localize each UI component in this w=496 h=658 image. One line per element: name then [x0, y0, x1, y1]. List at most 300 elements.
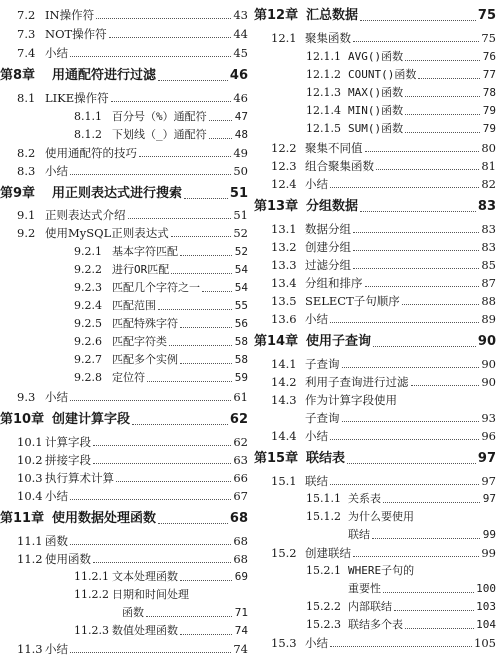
toc-entry-page: 96 — [481, 429, 496, 443]
toc-entry-page: 88 — [481, 294, 496, 308]
toc-entry-page: 74 — [234, 624, 248, 637]
toc-chapter-entry[interactable] — [254, 6, 496, 26]
toc-entry[interactable] — [0, 604, 248, 622]
toc-entry-title: 匹配范围 — [112, 299, 156, 312]
toc-entry-number: 10.3 — [17, 471, 43, 485]
toc-entry[interactable] — [0, 261, 248, 279]
toc-entry[interactable] — [0, 451, 248, 469]
toc-entry-number: 15.2.1 — [306, 564, 341, 577]
toc-entry-title: 作为计算字段使用 — [305, 393, 397, 407]
toc-entry[interactable] — [0, 622, 248, 640]
toc-entry-number: 12.1.4 — [306, 104, 341, 117]
toc-entry[interactable] — [0, 315, 248, 333]
toc-entry-number: 12.1.2 — [306, 68, 341, 81]
toc-entry-number: 11.1 — [17, 534, 43, 548]
toc-entry[interactable] — [0, 532, 248, 550]
toc-entry-page: 80 — [481, 141, 496, 155]
toc-entry-number: 11.2.2 — [74, 588, 109, 601]
toc-entry[interactable] — [254, 598, 496, 616]
toc-entry-page: 46 — [233, 91, 248, 105]
dot-leader — [360, 210, 476, 212]
toc-entry[interactable] — [254, 102, 496, 120]
toc-entry[interactable] — [254, 634, 496, 652]
toc-entry[interactable] — [254, 274, 496, 292]
toc-entry-number: 13.5 — [271, 294, 297, 308]
toc-entry-title: 联结 — [348, 528, 370, 541]
toc-entry-number: 9.2.7 — [74, 353, 102, 366]
toc-entry-page: 45 — [233, 46, 248, 60]
toc-entry[interactable] — [0, 126, 248, 144]
toc-entry-number: 9.2.5 — [74, 317, 102, 330]
toc-entry-page: 93 — [481, 411, 496, 425]
toc-entry-page: 55 — [234, 299, 248, 312]
toc-entry-page: 44 — [233, 27, 248, 41]
toc-entry[interactable] — [254, 472, 496, 490]
toc-entry-number: 14.2 — [271, 375, 297, 389]
toc-entry[interactable] — [0, 550, 248, 568]
toc-entry-number: 第10章 — [0, 412, 45, 427]
dot-leader — [70, 173, 231, 175]
toc-entry-page: 79 — [482, 122, 496, 135]
toc-entry-page: 51 — [229, 186, 248, 201]
toc-entry-page: 100 — [476, 582, 496, 595]
toc-entry-number: 13.4 — [271, 276, 297, 290]
dot-leader — [180, 633, 232, 635]
dot-leader — [405, 627, 474, 629]
toc-entry-title: 匹配几个字符之一 — [112, 281, 200, 294]
dot-leader — [383, 591, 474, 593]
toc-entry[interactable] — [0, 297, 248, 315]
toc-entry-number: 13.3 — [271, 258, 297, 272]
toc-entry-title: 使用数据处理函数 — [52, 511, 157, 526]
toc-entry-number: 15.2.2 — [306, 600, 341, 613]
toc-entry-title: 计算字段 — [45, 435, 91, 449]
dot-leader — [128, 217, 232, 219]
toc-entry-page: 46 — [229, 68, 248, 83]
toc-entry-title: 聚集不同值 — [305, 141, 363, 155]
toc-entry[interactable] — [0, 279, 248, 297]
toc-entry-page: 50 — [233, 164, 248, 178]
toc-entry-title: 数据分组 — [305, 222, 351, 236]
dot-leader — [209, 119, 232, 121]
toc-entry[interactable] — [254, 48, 496, 66]
toc-entry-page: 49 — [233, 146, 248, 160]
toc-entry-page: 81 — [481, 159, 496, 173]
toc-entry[interactable] — [254, 310, 496, 328]
toc-entry-page: 105 — [474, 636, 496, 650]
toc-entry-title: 分组和排序 — [305, 276, 363, 290]
toc-entry-title: SELECT子句顺序 — [305, 294, 400, 308]
toc-entry-number: 9.2.1 — [74, 245, 102, 258]
toc-entry[interactable] — [254, 120, 496, 138]
toc-entry-number: 8.3 — [17, 164, 36, 178]
dot-leader — [70, 543, 231, 545]
toc-entry-title: 函数 — [45, 534, 68, 548]
dot-leader — [330, 483, 479, 485]
toc-entry-page: 90 — [481, 375, 496, 389]
dot-leader — [139, 155, 231, 157]
toc-entry[interactable] — [254, 490, 496, 508]
dot-leader — [330, 186, 479, 188]
dot-leader — [342, 420, 480, 422]
dot-leader — [180, 362, 232, 364]
toc-entry[interactable] — [254, 544, 496, 562]
toc-entry-number: 10.4 — [17, 489, 43, 503]
toc-entry-number: 第8章 — [0, 68, 36, 83]
toc-entry-number: 第13章 — [254, 199, 299, 214]
toc-chapter-entry[interactable] — [254, 449, 496, 469]
toc-entry[interactable] — [254, 373, 496, 391]
toc-entry-number: 9.2 — [17, 226, 36, 240]
toc-entry-page: 97 — [482, 492, 496, 505]
toc-entry-page: 68 — [233, 534, 248, 548]
toc-entry-number: 15.2.3 — [306, 618, 341, 631]
toc-entry[interactable] — [0, 206, 248, 224]
toc-entry[interactable] — [254, 562, 496, 580]
toc-entry-number: 10.2 — [17, 453, 43, 467]
toc-entry-number: 11.2.1 — [74, 570, 109, 583]
toc-chapter-entry[interactable] — [0, 509, 248, 529]
toc-entry-number: 15.2 — [271, 546, 297, 560]
dot-leader — [70, 498, 231, 500]
toc-entry[interactable] — [254, 580, 496, 598]
toc-entry[interactable] — [254, 175, 496, 193]
toc-entry-title: 创建联结 — [305, 546, 351, 560]
toc-entry-number: 8.1 — [17, 91, 36, 105]
toc-chapter-entry[interactable] — [0, 184, 248, 204]
dot-leader — [365, 150, 480, 152]
toc-entry-page: 59 — [234, 371, 248, 384]
dot-leader — [383, 501, 480, 503]
toc-entry[interactable] — [0, 144, 248, 162]
dot-leader — [93, 444, 231, 446]
toc-entry-page: 79 — [482, 104, 496, 117]
toc-entry-page: 56 — [234, 317, 248, 330]
toc-entry-page: 69 — [234, 570, 248, 583]
toc-entry-page: 103 — [476, 600, 496, 613]
toc-chapter-entry[interactable] — [0, 66, 248, 86]
toc-entry-number: 15.1.1 — [306, 492, 341, 505]
dot-leader — [372, 537, 480, 539]
toc-entry[interactable] — [0, 44, 248, 62]
toc-entry-number: 第9章 — [0, 186, 36, 201]
dot-leader — [158, 522, 228, 524]
toc-entry-title: AVG()函数 — [348, 50, 404, 63]
toc-entry[interactable] — [0, 89, 248, 107]
dot-leader — [376, 168, 479, 170]
toc-entry-number: 11.3 — [17, 642, 43, 656]
toc-entry-title: SUM()函数 — [348, 122, 404, 135]
toc-entry-number: 13.2 — [271, 240, 297, 254]
toc-entry-number: 15.3 — [271, 636, 297, 650]
dot-leader — [158, 308, 232, 310]
toc-entry-title: LIKE操作符 — [45, 91, 109, 105]
toc-entry[interactable] — [0, 640, 248, 658]
toc-entry-page: 75 — [481, 31, 496, 45]
toc-entry-title: COUNT()函数 — [348, 68, 417, 81]
toc-entry-page: 90 — [481, 357, 496, 371]
toc-entry-number: 13.6 — [271, 312, 297, 326]
toc-entry-number: 14.3 — [271, 393, 297, 407]
dot-leader — [405, 113, 480, 115]
dot-leader — [373, 345, 476, 347]
toc-entry[interactable] — [0, 25, 248, 43]
toc-entry-title: 匹配特殊字符 — [112, 317, 178, 330]
dot-leader — [132, 423, 228, 425]
dot-leader — [209, 137, 232, 139]
toc-entry-title: 子查询 — [305, 411, 340, 425]
dot-leader — [147, 380, 232, 382]
dot-leader — [109, 36, 232, 38]
toc-entry-number: 9.2.4 — [74, 299, 102, 312]
toc-entry[interactable] — [254, 238, 496, 256]
toc-entry-page: 47 — [234, 110, 248, 123]
toc-chapter-entry[interactable] — [254, 332, 496, 352]
toc-entry-title: 创建分组 — [305, 240, 351, 254]
dot-leader — [353, 267, 479, 269]
dot-leader — [184, 197, 228, 199]
toc-entry-page: 48 — [234, 128, 248, 141]
toc-entry-number: 8.1.1 — [74, 110, 102, 123]
toc-chapter-entry[interactable] — [0, 410, 248, 430]
toc-entry-title: 数值处理函数 — [112, 624, 178, 637]
toc-entry[interactable] — [0, 469, 248, 487]
toc-entry-title: WHERE子句的 — [348, 564, 415, 577]
dot-leader — [111, 100, 232, 102]
toc-entry[interactable] — [0, 224, 248, 242]
toc-entry-title: 百分号（%）通配符 — [112, 110, 207, 123]
toc-entry-title: MAX()函数 — [348, 86, 404, 99]
toc-entry-title: 内部联结 — [348, 600, 392, 613]
toc-entry-title: 正则表达式介绍 — [45, 208, 126, 222]
toc-entry-page: 75 — [477, 8, 496, 23]
toc-entry-page: 68 — [233, 552, 248, 566]
toc-entry[interactable] — [0, 388, 248, 406]
dot-leader — [342, 366, 480, 368]
toc-entry-title: 子查询 — [305, 357, 340, 371]
toc-entry-page: 51 — [233, 208, 248, 222]
toc-entry[interactable] — [254, 84, 496, 102]
toc-entry[interactable] — [0, 369, 248, 387]
toc-entry-number: 9.1 — [17, 208, 36, 222]
toc-entry-number: 第15章 — [254, 451, 299, 466]
toc-entry-title: 下划线（_）通配符 — [112, 128, 207, 141]
toc-entry[interactable] — [254, 139, 496, 157]
toc-entry-title: 使用MySQL正则表达式 — [45, 226, 169, 240]
toc-entry-number: 10.1 — [17, 435, 43, 449]
toc-entry-title: IN操作符 — [45, 8, 95, 22]
toc-entry-number: 14.4 — [271, 429, 297, 443]
toc-entry-page: 77 — [482, 68, 496, 81]
dot-leader — [202, 290, 232, 292]
toc-entry-page: 58 — [234, 353, 248, 366]
toc-entry-page: 87 — [481, 276, 496, 290]
dot-leader — [171, 235, 232, 237]
toc-entry-title: 执行算术计算 — [45, 471, 114, 485]
toc-entry-title: 匹配多个实例 — [112, 353, 178, 366]
toc-entry-title: 小结 — [305, 636, 328, 650]
toc-entry-number: 12.1.3 — [306, 86, 341, 99]
toc-entry-title: 联结多个表 — [348, 618, 403, 631]
dot-leader — [353, 249, 479, 251]
dot-leader — [171, 272, 232, 274]
toc-entry-page: 62 — [229, 412, 248, 427]
dot-leader — [394, 609, 474, 611]
toc-entry-number: 11.2 — [17, 552, 43, 566]
dot-leader — [365, 285, 480, 287]
toc-entry-page: 89 — [481, 312, 496, 326]
toc-entry-title: 用正则表达式进行搜索 — [52, 186, 183, 201]
toc-entry[interactable] — [254, 292, 496, 310]
toc-entry-title: 使用子查询 — [306, 334, 372, 349]
toc-entry-number: 13.1 — [271, 222, 297, 236]
toc-entry-page: 43 — [233, 8, 248, 22]
toc-entry-number: 9.2.8 — [74, 371, 102, 384]
toc-entry[interactable] — [0, 108, 248, 126]
toc-entry-title: 拼接字段 — [45, 453, 91, 467]
toc-entry-title: 组合聚集函数 — [305, 159, 374, 173]
dot-leader — [360, 19, 476, 21]
toc-entry[interactable] — [0, 333, 248, 351]
toc-entry[interactable] — [254, 29, 496, 47]
toc-entry-title: 小结 — [305, 429, 328, 443]
toc-entry-title: 创建计算字段 — [52, 412, 131, 427]
toc-entry-page: 67 — [233, 489, 248, 503]
toc-entry-title: 函数 — [122, 606, 144, 619]
toc-entry-number: 12.1.5 — [306, 122, 341, 135]
dot-leader — [70, 55, 231, 57]
toc-entry[interactable] — [0, 586, 248, 604]
toc-entry-title: 过滤分组 — [305, 258, 351, 272]
toc-entry-number: 9.2.3 — [74, 281, 102, 294]
dot-leader — [93, 561, 231, 563]
toc-entry[interactable] — [254, 427, 496, 445]
toc-entry[interactable] — [254, 508, 496, 526]
toc-entry[interactable] — [254, 409, 496, 427]
toc-entry-number: 12.1.1 — [306, 50, 341, 63]
dot-leader — [93, 462, 231, 464]
dot-leader — [405, 59, 480, 61]
toc-entry[interactable] — [254, 355, 496, 373]
toc-entry-number: 15.1.2 — [306, 510, 341, 523]
toc-entry-page: 97 — [477, 451, 496, 466]
toc-entry-number: 第12章 — [254, 8, 299, 23]
toc-entry[interactable] — [0, 568, 248, 586]
toc-entry-title: 分组数据 — [306, 199, 359, 214]
toc-entry[interactable] — [254, 391, 496, 409]
toc-entry-title: 联结表 — [306, 451, 346, 466]
dot-leader — [347, 462, 476, 464]
toc-entry-number: 7.4 — [17, 46, 36, 60]
toc-entry[interactable] — [254, 616, 496, 634]
toc-entry-page: 83 — [481, 222, 496, 236]
toc-entry-number: 12.4 — [271, 177, 297, 191]
toc-entry-number: 12.3 — [271, 159, 297, 173]
toc-entry-title: 小结 — [45, 164, 68, 178]
toc-entry-title: 使用函数 — [45, 552, 91, 566]
toc-entry-page: 54 — [234, 281, 248, 294]
toc-entry[interactable] — [254, 220, 496, 238]
toc-entry-title: 汇总数据 — [306, 8, 359, 23]
toc-entry-page: 68 — [229, 511, 248, 526]
dot-leader — [70, 651, 231, 653]
toc-entry[interactable] — [0, 487, 248, 505]
toc-entry-title: 匹配字符类 — [112, 335, 167, 348]
toc-entry[interactable] — [0, 243, 248, 261]
toc-entry-number: 第11章 — [0, 511, 45, 526]
toc-entry-title: 用通配符进行过滤 — [52, 68, 157, 83]
dot-leader — [330, 438, 479, 440]
dot-leader — [169, 344, 232, 346]
toc-entry-page: 83 — [477, 199, 496, 214]
toc-entry-number: 7.3 — [17, 27, 36, 41]
dot-leader — [353, 555, 479, 557]
toc-entry-title: 聚集函数 — [305, 31, 351, 45]
toc-entry-title: MIN()函数 — [348, 104, 404, 117]
toc-entry-title: 小结 — [45, 390, 68, 404]
toc-entry[interactable] — [254, 66, 496, 84]
toc-entry[interactable] — [254, 256, 496, 274]
toc-entry[interactable] — [254, 157, 496, 175]
dot-leader — [405, 95, 480, 97]
toc-entry-number: 12.2 — [271, 141, 297, 155]
toc-entry[interactable] — [0, 351, 248, 369]
dot-leader — [330, 321, 479, 323]
toc-entry-page: 76 — [482, 50, 496, 63]
dot-leader — [330, 645, 472, 647]
toc-entry-title: 使用通配符的技巧 — [45, 146, 137, 160]
toc-entry-page: 83 — [481, 240, 496, 254]
toc-entry-title: 重要性 — [348, 582, 381, 595]
toc-entry-number: 12.1 — [271, 31, 297, 45]
toc-entry[interactable] — [254, 526, 496, 544]
toc-entry-page: 90 — [477, 334, 496, 349]
toc-entry-title: 为什么要使用 — [348, 510, 414, 523]
toc-entry-page: 74 — [233, 642, 248, 656]
toc-entry-page: 61 — [233, 390, 248, 404]
toc-entry-page: 99 — [481, 546, 496, 560]
toc-entry-title: 小结 — [45, 489, 68, 503]
toc-entry-title: NOT操作符 — [45, 27, 107, 41]
dot-leader — [353, 231, 479, 233]
toc-entry-page: 99 — [482, 528, 496, 541]
toc-entry-number: 9.2.6 — [74, 335, 102, 348]
toc-entry-number: 7.2 — [17, 8, 36, 22]
toc-entry-number: 8.1.2 — [74, 128, 102, 141]
toc-entry-page: 63 — [233, 453, 248, 467]
toc-entry[interactable] — [0, 433, 248, 451]
toc-entry-title: 基本字符匹配 — [112, 245, 178, 258]
toc-entry[interactable] — [0, 162, 248, 180]
toc-entry-page: 58 — [234, 335, 248, 348]
toc-entry-title: 小结 — [45, 46, 68, 60]
dot-leader — [116, 480, 231, 482]
toc-entry-number: 第14章 — [254, 334, 299, 349]
toc-entry-title: 小结 — [305, 312, 328, 326]
dot-leader — [405, 131, 480, 133]
toc-entry-page: 66 — [233, 471, 248, 485]
toc-entry[interactable] — [0, 6, 248, 24]
dot-leader — [411, 384, 480, 386]
toc-entry-page: 52 — [234, 245, 248, 258]
toc-entry-page: 52 — [233, 226, 248, 240]
toc-entry-page: 78 — [482, 86, 496, 99]
toc-chapter-entry[interactable] — [254, 197, 496, 217]
dot-leader — [146, 615, 232, 617]
toc-entry-page: 97 — [481, 474, 496, 488]
toc-entry-title: 进行OR匹配 — [112, 263, 170, 276]
toc-entry-title: 定位符 — [112, 371, 145, 384]
